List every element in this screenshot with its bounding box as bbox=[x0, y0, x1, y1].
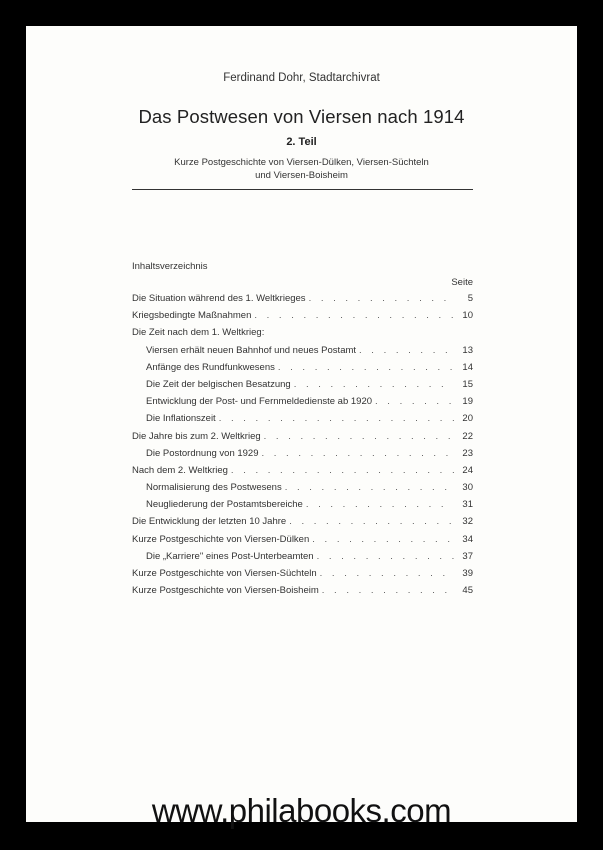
toc-entry-page: 23 bbox=[462, 447, 473, 459]
toc-entry-page: 45 bbox=[462, 585, 473, 597]
toc-entry-page: 24 bbox=[462, 464, 473, 476]
toc-entry-page: 32 bbox=[462, 516, 473, 528]
subtitle-line: Kurze Postgeschichte von Viersen-Dülken, Viersen-Süchteln bbox=[174, 157, 429, 168]
toc-leader-dots bbox=[264, 428, 454, 445]
page-column-label: Seite bbox=[451, 277, 473, 288]
toc-leader-dots bbox=[312, 531, 454, 548]
toc-entry bbox=[132, 307, 473, 324]
toc-entry-page: 22 bbox=[462, 430, 473, 442]
toc-entry bbox=[132, 531, 473, 548]
toc-entry-label: Kurze Postgeschichte von Viersen-Süchteln bbox=[132, 568, 317, 579]
toc-leader-dots bbox=[317, 548, 454, 565]
toc-entry-label: Kriegsbedingte Maßnahmen bbox=[132, 310, 252, 322]
toc-leader-dots bbox=[322, 582, 454, 599]
toc-entry bbox=[132, 462, 473, 479]
toc-entry bbox=[132, 548, 473, 565]
toc-entry-label: Normalisierung des Postwesens bbox=[146, 482, 282, 494]
toc-leader-dots bbox=[231, 462, 454, 479]
toc-entry bbox=[132, 479, 473, 496]
toc-leader-dots bbox=[254, 307, 454, 324]
toc-entry-label: Kurze Postgeschichte von Viersen-Boisheim bbox=[132, 585, 319, 597]
part-label: 2. Teil bbox=[286, 136, 317, 148]
toc-entry bbox=[132, 582, 473, 599]
toc-entry-label: Die Jahre bis zum 2. Weltkrieg bbox=[132, 430, 261, 442]
toc-entry-page: 20 bbox=[462, 413, 473, 425]
toc-entry-label: Die Inflationszeit bbox=[146, 413, 216, 425]
toc-entry-label: Nach dem 2. Weltkrieg bbox=[132, 464, 228, 476]
toc-entry-page: 5 bbox=[467, 293, 473, 304]
toc-entry-label: Die Zeit der belgischen Besatzung bbox=[146, 378, 291, 390]
toc-leader-dots bbox=[285, 479, 454, 496]
toc-leader-dots bbox=[262, 445, 455, 462]
toc-entry-page: 39 bbox=[462, 568, 473, 579]
toc-entry-label: Kurze Postgeschichte von Viersen-Dülken bbox=[132, 533, 310, 545]
toc-entry bbox=[132, 496, 473, 513]
toc-entry-label: Die Zeit nach dem 1. Weltkrieg: bbox=[132, 327, 265, 339]
toc-entry-page: 31 bbox=[462, 499, 473, 511]
subtitle bbox=[26, 156, 577, 182]
toc-leader-dots bbox=[294, 376, 454, 393]
toc-leader-dots bbox=[289, 513, 454, 530]
toc-heading: Inhaltsverzeichnis bbox=[132, 261, 208, 272]
toc-leader-dots bbox=[309, 290, 454, 307]
toc-entry-label: Die Entwicklung der letzten 10 Jahre bbox=[132, 516, 287, 528]
toc-leader-dots bbox=[375, 393, 454, 410]
toc-entry bbox=[132, 565, 473, 582]
toc-leader-dots bbox=[278, 359, 454, 376]
toc-entry-label: Die Postordnung von 1929 bbox=[146, 447, 259, 459]
toc-entry-page: 13 bbox=[462, 344, 473, 356]
toc-entry-page: 10 bbox=[462, 310, 473, 322]
toc-entry bbox=[132, 445, 473, 462]
author-line: Ferdinand Dohr, Stadtarchivrat bbox=[223, 72, 380, 84]
toc-entry-page: 34 bbox=[462, 533, 473, 545]
toc-entry-page: 19 bbox=[462, 396, 473, 408]
toc-leader-dots bbox=[320, 565, 454, 582]
page-title: Das Postwesen von Viersen nach 1914 bbox=[138, 106, 465, 127]
toc-entry-label: Die Situation während des 1. Weltkrieges bbox=[132, 293, 306, 304]
toc-entry bbox=[132, 359, 473, 376]
toc-entry-page: 15 bbox=[462, 378, 473, 390]
toc-entry bbox=[132, 376, 473, 393]
watermark-url: www.philabooks.com bbox=[151, 792, 452, 829]
toc-entry-label: Neugliederung der Postamtsbereiche bbox=[146, 499, 303, 511]
title-divider bbox=[132, 189, 473, 190]
toc-entry-page: 37 bbox=[462, 550, 473, 562]
toc-entry bbox=[132, 513, 473, 530]
table-of-contents bbox=[132, 290, 473, 599]
toc-entry bbox=[132, 393, 473, 410]
toc-entry bbox=[132, 410, 473, 427]
document-page bbox=[26, 26, 577, 822]
toc-leader-dots bbox=[306, 496, 454, 513]
toc-entry-label: Anfänge des Rundfunkwesens bbox=[146, 361, 275, 373]
toc-entry-label: Die „Karriere" eines Post-Unterbeamten bbox=[146, 550, 314, 562]
toc-entry bbox=[132, 324, 473, 341]
toc-leader-dots bbox=[359, 342, 454, 359]
subtitle-line: und Viersen-Boisheim bbox=[255, 170, 348, 181]
toc-entry bbox=[132, 428, 473, 445]
toc-entry-page: 14 bbox=[462, 361, 473, 373]
toc-entry-label: Viersen erhält neuen Bahnhof und neues Postamt bbox=[146, 344, 357, 356]
toc-entry bbox=[132, 290, 473, 307]
toc-leader-dots bbox=[219, 410, 454, 427]
toc-entry-label: Entwicklung der Post- und Fernmeldedienste ab 1920 bbox=[146, 396, 373, 408]
toc-entry bbox=[132, 342, 473, 359]
toc-entry-page: 30 bbox=[462, 482, 473, 494]
